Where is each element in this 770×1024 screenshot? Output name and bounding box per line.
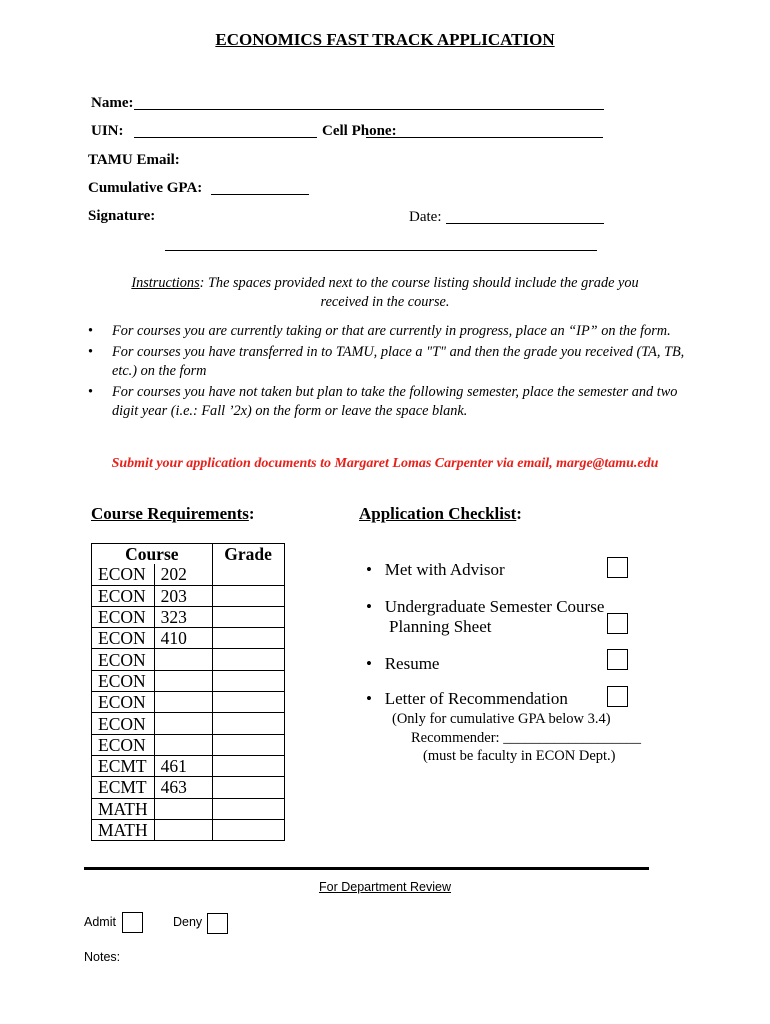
course-number[interactable] <box>154 713 212 734</box>
instructions-text <box>0 275 770 292</box>
resume-checkbox[interactable] <box>607 649 628 670</box>
admit-checkbox[interactable] <box>122 912 143 933</box>
uin-field[interactable] <box>134 137 317 138</box>
grade-cell[interactable] <box>212 628 284 649</box>
page-title: ECONOMICS FAST TRACK APPLICATION <box>215 30 555 49</box>
table-row <box>92 649 285 670</box>
grade-cell[interactable] <box>212 606 284 627</box>
checklist-item-advisor: • Met with Advisor <box>366 560 505 579</box>
list-item: • For courses you have transferred in to TAMU, place a "T" and then the grade you received (TA, TB, etc.) on the form <box>88 343 685 379</box>
course-number: 463 <box>154 777 212 798</box>
course-subject: ECON <box>92 564 155 585</box>
table-row <box>92 713 285 734</box>
course-number: 323 <box>154 606 212 627</box>
gpa-field[interactable] <box>211 194 309 195</box>
course-subject: ECON <box>92 649 155 670</box>
table-row <box>92 670 285 691</box>
cell-phone-field[interactable] <box>366 137 603 138</box>
course-subject: ECON <box>92 670 155 691</box>
signature-field[interactable] <box>165 250 597 251</box>
course-number[interactable] <box>154 692 212 713</box>
list-item: • For courses you are currently taking or that are currently in progress, place an “IP” on the form. <box>88 323 671 339</box>
course-subject: ECON <box>92 734 155 755</box>
recommender-field[interactable]: Recommender: ___________________ <box>411 730 641 746</box>
course-requirements-heading: Course Requirements: <box>91 504 255 523</box>
course-number[interactable] <box>154 798 212 819</box>
grade-cell[interactable] <box>212 564 284 585</box>
checklist-item-resume: • Resume <box>366 654 440 673</box>
grade-cell[interactable] <box>212 670 284 691</box>
deny-checkbox[interactable] <box>207 913 228 934</box>
name-label: Name: <box>91 95 134 111</box>
course-header: Course <box>92 544 213 565</box>
grade-cell[interactable] <box>212 692 284 713</box>
course-subject: ECON <box>92 585 155 606</box>
table-row <box>92 755 285 776</box>
table-row <box>92 564 285 585</box>
table-row <box>92 734 285 755</box>
section-divider <box>84 867 649 870</box>
application-checklist-heading: Application Checklist: <box>359 504 522 523</box>
submit-note: Submit your application documents to Margaret Lomas Carpenter via email, marge@tamu.edu <box>111 456 659 471</box>
gpa-label: Cumulative GPA: <box>88 180 203 196</box>
table-row <box>92 606 285 627</box>
recommender-note: (must be faculty in ECON Dept.) <box>423 748 616 764</box>
course-number[interactable] <box>154 649 212 670</box>
signature-label: Signature: <box>88 208 156 224</box>
deny-label: Deny <box>173 915 203 929</box>
table-header-row <box>92 544 285 565</box>
recommendation-checkbox[interactable] <box>607 686 628 707</box>
course-subject: ECON <box>92 606 155 627</box>
name-field[interactable] <box>134 109 604 110</box>
admit-label: Admit <box>84 915 116 929</box>
course-subject: MATH <box>92 798 155 819</box>
course-subject: MATH <box>92 819 155 840</box>
grade-cell[interactable] <box>212 798 284 819</box>
cell-phone-label: Cell Phone: <box>322 123 397 139</box>
instruction-bullets <box>88 322 688 423</box>
email-label: TAMU Email: <box>88 152 180 168</box>
course-number: 203 <box>154 585 212 606</box>
course-table <box>91 543 285 841</box>
recommendation-note: (Only for cumulative GPA below 3.4) <box>392 711 611 727</box>
instructions-line2: received in the course. <box>320 294 450 310</box>
course-number: 461 <box>154 755 212 776</box>
table-row <box>92 819 285 840</box>
date-field[interactable] <box>446 223 604 224</box>
grade-cell[interactable] <box>212 713 284 734</box>
instructions-label: Instructions <box>131 275 200 291</box>
department-review-heading: For Department Review <box>319 880 451 894</box>
checklist-item-planning-sheet: • Undergraduate Semester Course <box>366 597 605 616</box>
checklist-item-planning-sheet-line2: Planning Sheet <box>389 617 492 636</box>
grade-cell[interactable] <box>212 649 284 670</box>
table-row <box>92 798 285 819</box>
course-subject: ECON <box>92 713 155 734</box>
table-row <box>92 585 285 606</box>
planning-sheet-checkbox[interactable] <box>607 613 628 634</box>
table-row <box>92 628 285 649</box>
table-row <box>92 777 285 798</box>
grade-cell[interactable] <box>212 819 284 840</box>
grade-cell[interactable] <box>212 777 284 798</box>
course-subject: ECON <box>92 628 155 649</box>
table-row <box>92 692 285 713</box>
course-subject: ECON <box>92 692 155 713</box>
course-number[interactable] <box>154 670 212 691</box>
notes-label: Notes: <box>84 950 121 964</box>
course-number[interactable] <box>154 734 212 755</box>
course-number: 202 <box>154 564 212 585</box>
list-item: • For courses you have not taken but plan to take the following semester, place the semester and two digit year (i.e.: Fall ’2x) on the form or leave the space blank. <box>88 383 678 419</box>
instructions-line1: : The spaces provided next to the course listing should include the grade you <box>199 275 639 291</box>
date-label: Date: <box>409 209 442 225</box>
grade-cell[interactable] <box>212 734 284 755</box>
advisor-checkbox[interactable] <box>607 557 628 578</box>
course-subject: ECMT <box>92 755 155 776</box>
grade-header: Grade <box>212 544 284 565</box>
course-subject: ECMT <box>92 777 155 798</box>
course-number: 410 <box>154 628 212 649</box>
grade-cell[interactable] <box>212 585 284 606</box>
grade-cell[interactable] <box>212 755 284 776</box>
course-number[interactable] <box>154 819 212 840</box>
uin-label: UIN: <box>91 123 124 139</box>
checklist-item-recommendation: • Letter of Recommendation <box>366 689 568 708</box>
